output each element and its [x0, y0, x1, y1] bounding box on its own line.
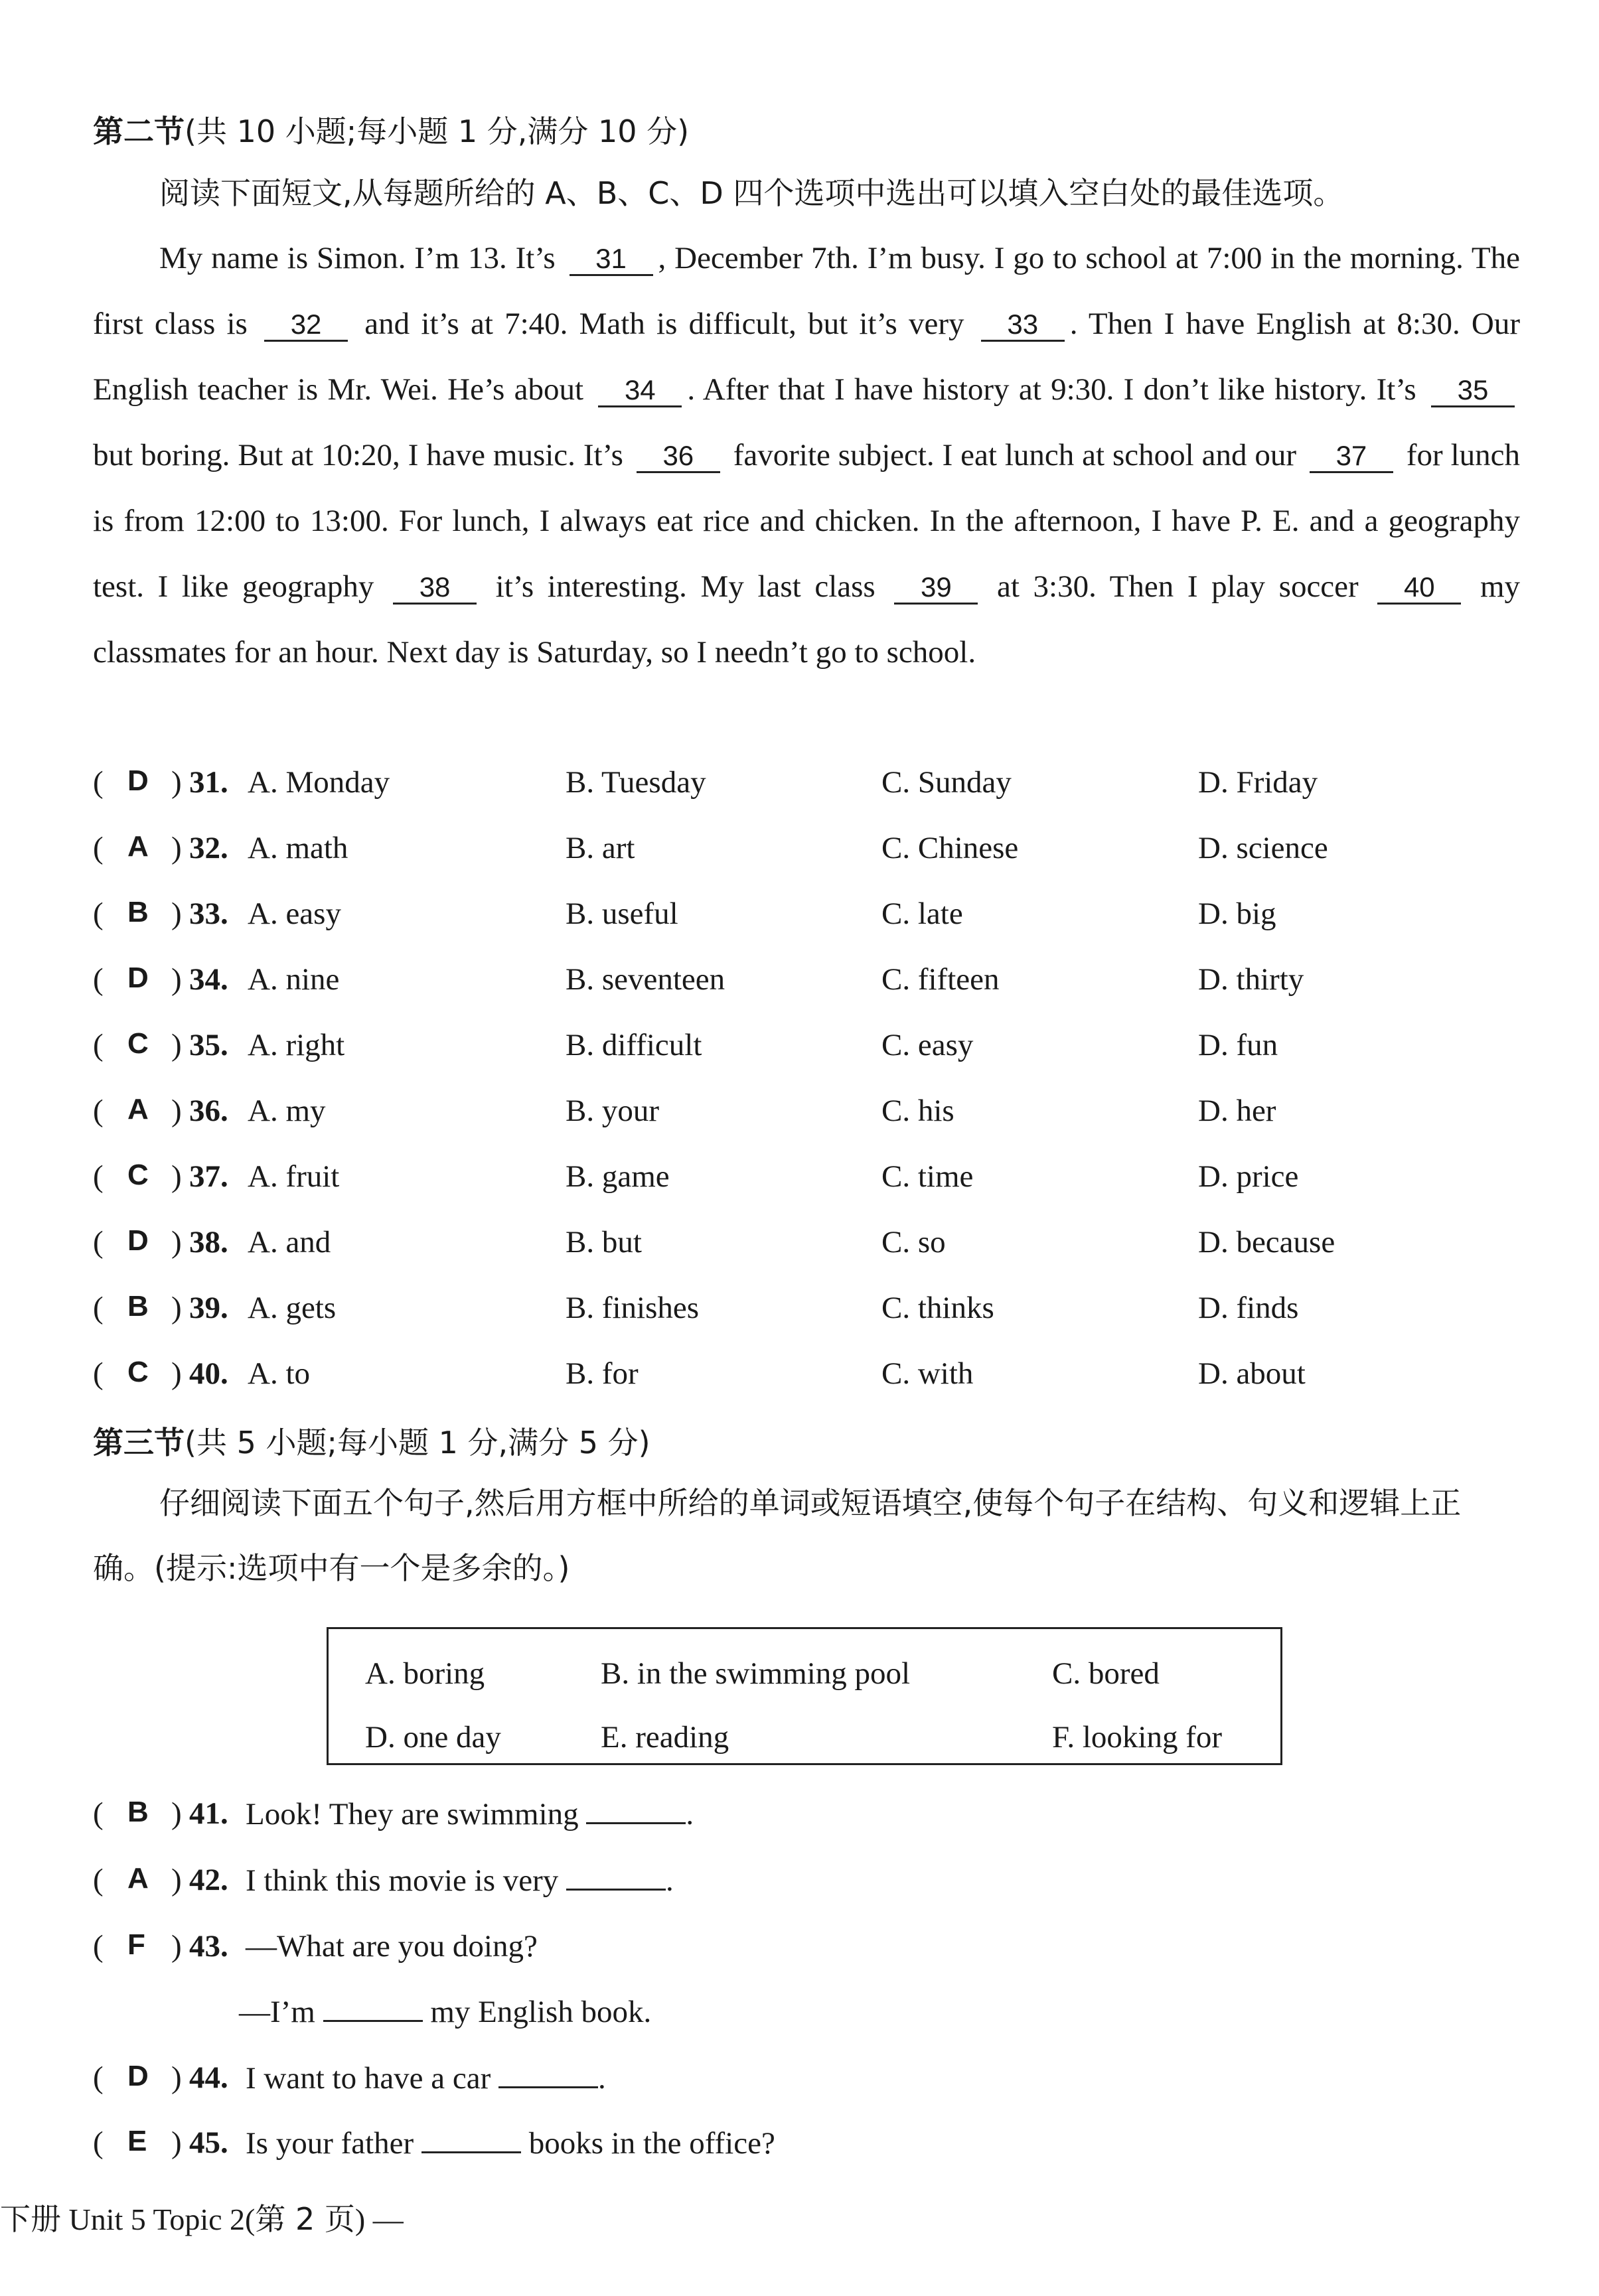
- word-option: D. one day: [365, 1720, 501, 1755]
- option-c[interactable]: C. with: [881, 1356, 974, 1391]
- option-d[interactable]: D. her: [1198, 1094, 1276, 1128]
- option-a[interactable]: A. fruit: [248, 1159, 340, 1194]
- option-d[interactable]: D. science: [1198, 831, 1328, 865]
- passage-text: but boring. But at 10:20, I have music. It’s: [93, 438, 631, 472]
- option-d[interactable]: D. Friday: [1198, 765, 1318, 800]
- section3-instruction: 仔细阅读下面五个句子,然后用方框中所给的单词或短语填空,使每个句子在结构、句义和逻辑上正确。(提示:选项中有一个是多余的。): [93, 1485, 1462, 1586]
- option-d[interactable]: D. about: [1198, 1356, 1306, 1391]
- passage-text: My name is Simon. I’m 13. It’s: [159, 241, 564, 275]
- word-option: A. boring: [365, 1656, 485, 1691]
- option-a[interactable]: A. my: [248, 1094, 326, 1128]
- passage-text: my classmates for an hour. Next day is Saturday, so I needn’t go to school.: [93, 569, 1521, 670]
- option-b[interactable]: B. your: [566, 1094, 659, 1128]
- cloze-blank[interactable]: 39: [894, 572, 978, 605]
- answer-blank[interactable]: [498, 2060, 598, 2088]
- passage-text: . Then I have English at 8:30. Our English teacher is Mr. Wei. He’s about: [93, 307, 1520, 407]
- option-d[interactable]: D. because: [1198, 1225, 1335, 1259]
- option-d[interactable]: D. price: [1198, 1159, 1299, 1194]
- worksheet-page: 第二节(共 10 小题;每小题 1 分,满分 10 分) 阅读下面短文,从每题所给的 A、B、C、D 四个选项中选出可以填入空白处的最佳选项。 My name is Simon. I’m 13. It’s 31 , December 7th. I’m busy. I go to school at 7:00 in the morning. The first class is 32 and it’s at 7:40. Math is difficult, but it’s very 33 . Then I have English at 8:30. Our English teacher is Mr. Wei. He’s about 34 . After that I have history at 9:30. I don’t like history. It’s 35 but boring. But at 10:20, I have music. It’s 36 favorite subject. I eat lunch at school and our 37 for lunch is from 12:00 to 13:00. For lunch, I always eat rice and chicken. In the afternoon, I have P. E. and a geography test. I like geography 38 it’s interesting. My last class 39 at 3:30. Then I play soccer 40 my classmates for an hour. Next day is Saturday, so I needn’t go to school. ( D ) 31. A. Monday B. Tuesday C. Sunday D. Friday ( A ) 32. A. math B. art C. Chinese D. science ( B ) 33. A. easy B. useful C. late D. big ( D ) 34. A. nine B. seventeen C. fifteen D. thirty ( C ) 35. A. right B. difficult C. easy D. fun ( A ) 36. A. my B. your C. his D. her ( C ) 37. A. fruit B. game C. time D. price ( D ) 38. A. and B. but C. so D. because ( B ) 39. A. gets B. finishes C. thinks D. finds ( C ) 40. A. to B. for C. with D. about 第三节(共 5 小题;每小题 1 分,满分 5 分) 仔细阅读下面五个句子,然后用方框中所给的单词或短语填空,使每个句子在结构、句义和逻辑上正确。(提示:选项中有一个是多余的。) A. boring B. in the swimming pool C. bored D. one day E. reading F. looking for ( B ) 41. Look! They are swimming . ( A ) 42. I think this movie is very . ( F ) 43. —What are you doing? —I’m my English book. ( D ) 44. I want to have a car . ( E ) 45. Is your father books in the office? 下册 Unit 5 Topic 2(第 2 页) —: [0, 0, 1599, 2296]
- option-c[interactable]: C. easy: [881, 1028, 974, 1062]
- option-b[interactable]: B. for: [566, 1356, 639, 1391]
- passage-text: at 3:30. Then I play soccer: [983, 569, 1373, 604]
- option-b[interactable]: B. Tuesday: [566, 765, 706, 800]
- question-number: 32.: [189, 831, 228, 865]
- answer-letter: D: [127, 2060, 149, 2092]
- cloze-blank[interactable]: 33: [981, 309, 1065, 342]
- answer-letter: B: [127, 1796, 149, 1828]
- answer-letter: B: [127, 896, 149, 928]
- cloze-blank[interactable]: 38: [393, 572, 477, 605]
- option-b[interactable]: B. difficult: [566, 1028, 702, 1062]
- question-number: 35.: [189, 1028, 228, 1062]
- word-option: B. in the swimming pool: [601, 1656, 911, 1691]
- option-a[interactable]: A. right: [248, 1028, 345, 1062]
- page-footer: 下册 Unit 5 Topic 2(第 2 页) —: [0, 2201, 404, 2237]
- answer-blank[interactable]: [586, 1796, 686, 1824]
- word-option: F. looking for: [1052, 1720, 1223, 1755]
- option-d[interactable]: D. big: [1198, 897, 1276, 931]
- question-number: 33.: [189, 897, 228, 931]
- question-number: 31.: [189, 765, 228, 800]
- option-b[interactable]: B. but: [566, 1225, 642, 1259]
- question-43-reply: —I’m my English book.: [239, 1995, 652, 2029]
- option-c[interactable]: C. his: [881, 1094, 954, 1128]
- answer-letter: A: [127, 1862, 149, 1895]
- answer-letter: E: [127, 2125, 147, 2157]
- option-a[interactable]: A. and: [248, 1225, 331, 1259]
- option-c[interactable]: C. time: [881, 1159, 974, 1194]
- option-c[interactable]: C. Sunday: [881, 765, 1012, 800]
- passage-text: , December 7th. I’m busy. I go to school at 7:00 in the morning. The first class is: [93, 241, 1520, 341]
- cloze-blank[interactable]: 34: [598, 375, 682, 407]
- answer-letter: A: [127, 830, 149, 863]
- option-a[interactable]: A. gets: [248, 1291, 337, 1325]
- option-a[interactable]: A. nine: [248, 962, 340, 997]
- question-number: 36.: [189, 1094, 228, 1128]
- word-bank-box: [327, 1627, 1282, 1765]
- option-b[interactable]: B. finishes: [566, 1291, 700, 1325]
- question-number: 38.: [189, 1225, 228, 1259]
- answer-letter: F: [127, 1928, 145, 1961]
- option-b[interactable]: B. art: [566, 831, 635, 865]
- answer-letter: D: [127, 1224, 149, 1257]
- option-b[interactable]: B. useful: [566, 897, 678, 931]
- answer-letter: B: [127, 1290, 149, 1323]
- answer-blank[interactable]: [323, 1993, 423, 2022]
- word-option: E. reading: [601, 1720, 729, 1755]
- option-a[interactable]: A. math: [248, 831, 348, 865]
- option-c[interactable]: C. so: [881, 1225, 946, 1259]
- question-number: 37.: [189, 1159, 228, 1194]
- question-number: 40.: [189, 1356, 228, 1391]
- cloze-blank[interactable]: 37: [1310, 441, 1393, 473]
- answer-letter: C: [127, 1027, 149, 1060]
- cloze-blank[interactable]: 36: [637, 441, 720, 473]
- answer-blank[interactable]: [566, 1862, 666, 1891]
- passage-text: . After that I have history at 9:30. I don’t like history. It’s: [687, 372, 1426, 407]
- option-c[interactable]: C. late: [881, 897, 963, 931]
- cloze-blank[interactable]: 32: [264, 309, 348, 342]
- option-c[interactable]: C. thinks: [881, 1291, 994, 1325]
- cloze-blank[interactable]: 40: [1377, 572, 1461, 605]
- option-c[interactable]: C. Chinese: [881, 831, 1019, 865]
- section3-title: 第三节(共 5 小题;每小题 1 分,满分 5 分): [93, 1425, 650, 1461]
- section2-title: 第二节(共 10 小题;每小题 1 分,满分 10 分): [93, 113, 690, 149]
- answer-letter: D: [127, 764, 149, 797]
- option-a[interactable]: A. to: [248, 1356, 310, 1391]
- passage-text: for lunch is from 12:00 to 13:00. For lunch, I always eat rice and chicken. In the afternoon, I have P. E. and a geography test. I like geography: [93, 438, 1520, 604]
- option-c[interactable]: C. fifteen: [881, 962, 1000, 997]
- passage-text: it’s interesting. My last class: [482, 569, 889, 604]
- passage-text: favorite subject. I eat lunch at school and our: [725, 438, 1304, 472]
- option-d[interactable]: D. fun: [1198, 1028, 1278, 1062]
- option-a[interactable]: A. Monday: [248, 765, 390, 800]
- passage-text: and it’s at 7:40. Math is difficult, but it’s very: [353, 307, 976, 341]
- cloze-blank[interactable]: 31: [570, 244, 653, 276]
- cloze-passage: [93, 226, 1520, 685]
- answer-letter: D: [127, 962, 149, 994]
- option-a[interactable]: A. easy: [248, 897, 341, 931]
- answer-letter: C: [127, 1356, 149, 1388]
- option-b[interactable]: B. seventeen: [566, 962, 725, 997]
- option-d[interactable]: D. finds: [1198, 1291, 1299, 1325]
- answer-letter: A: [127, 1093, 149, 1125]
- section2-instruction: 阅读下面短文,从每题所给的 A、B、C、D 四个选项中选出可以填入空白处的最佳选项。: [159, 175, 1344, 211]
- question-number: 39.: [189, 1291, 228, 1325]
- option-b[interactable]: B. game: [566, 1159, 670, 1194]
- cloze-blank[interactable]: 35: [1431, 375, 1515, 407]
- answer-letter: C: [127, 1159, 149, 1191]
- option-d[interactable]: D. thirty: [1198, 962, 1304, 997]
- question-number: 34.: [189, 962, 228, 997]
- word-option: C. bored: [1052, 1656, 1160, 1691]
- answer-blank[interactable]: [421, 2125, 521, 2153]
